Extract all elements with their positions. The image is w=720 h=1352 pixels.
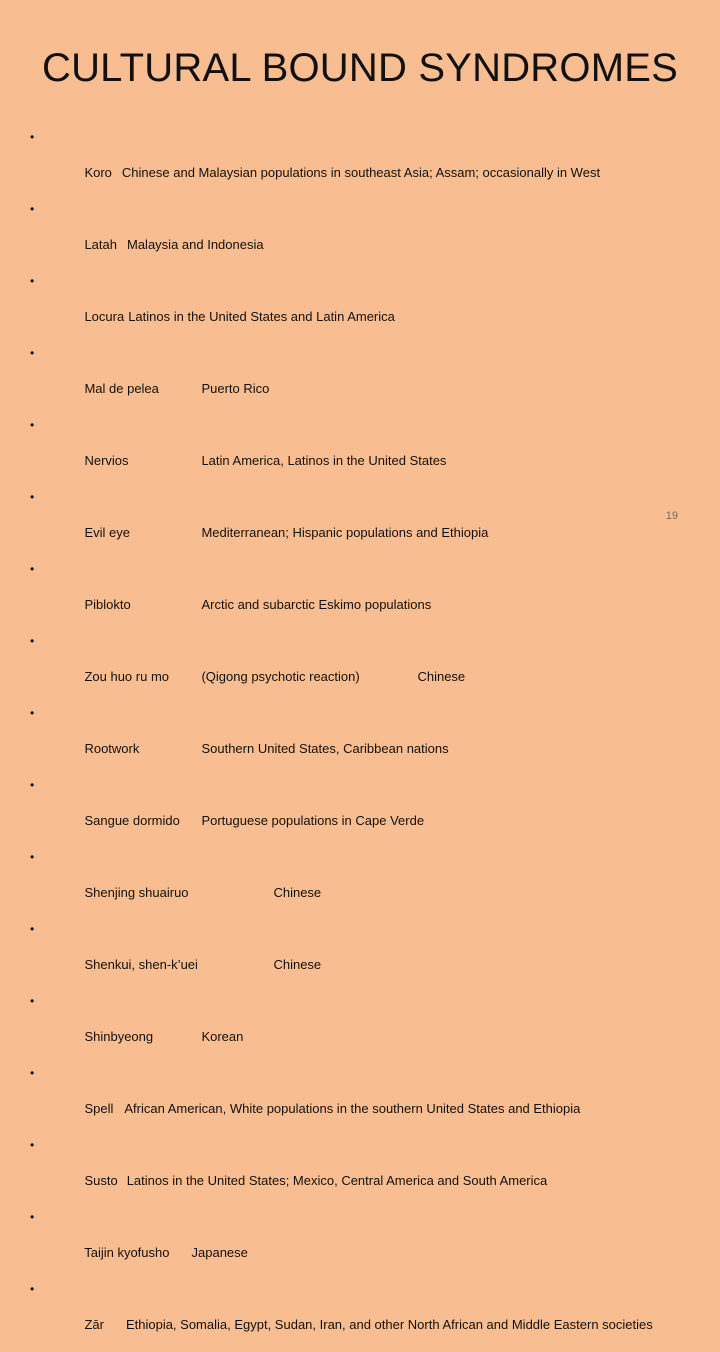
syndrome-region: Korean	[201, 1029, 244, 1044]
list-item	[30, 776, 680, 848]
syndrome-region: Southern United States, Caribbean nations	[201, 741, 449, 756]
syndrome-region: African American, White populations in the southern United States and Ethiopia	[124, 1101, 581, 1116]
syndrome-region: Portuguese populations in Cape Verde	[201, 813, 425, 828]
bullet-icon: •	[30, 634, 35, 648]
list-item	[30, 1136, 680, 1208]
bullet-icon: •	[30, 706, 35, 720]
syndrome-region: Latinos in the United States; Mexico, Central America and South America	[126, 1173, 548, 1188]
syndrome-term: Latah	[84, 237, 117, 252]
syndrome-region: Puerto Rico	[201, 381, 270, 396]
syndrome-extra: Chinese	[417, 669, 466, 684]
bullet-icon: •	[30, 346, 35, 360]
syndrome-region: Mediterranean; Hispanic populations and Ethiopia	[201, 525, 489, 540]
list-item	[30, 632, 680, 704]
syndrome-term: Shenkui, shen-k’uei	[84, 957, 198, 972]
page-number: 19	[665, 510, 678, 522]
bullet-icon: •	[30, 202, 35, 216]
syndrome-term: Taijin kyofusho	[84, 1245, 170, 1260]
syndrome-region: Ethiopia, Somalia, Egypt, Sudan, Iran, and other North African and Middle Eastern societies	[125, 1317, 653, 1332]
syndrome-term: Zār	[84, 1317, 104, 1332]
syndrome-term: Shinbyeong	[84, 1029, 154, 1044]
syndrome-term: Zou huo ru mo	[84, 669, 169, 684]
bullet-icon: •	[30, 418, 35, 432]
bullet-icon: •	[30, 1282, 35, 1296]
list-item	[30, 488, 680, 560]
bullet-icon: •	[30, 850, 35, 864]
syndrome-region: Chinese	[273, 885, 322, 900]
list-item	[30, 920, 680, 992]
bullet-icon: •	[30, 1138, 35, 1152]
syndrome-region: Japanese	[191, 1245, 248, 1260]
syndrome-region: (Qigong psychotic reaction)	[201, 669, 360, 684]
slide-title: CULTURAL BOUND SYNDROMES	[42, 46, 678, 90]
bullet-icon: •	[30, 130, 35, 144]
syndrome-region: Chinese and Malaysian populations in southeast Asia; Assam; occasionally in West	[121, 165, 601, 180]
syndrome-region: Chinese	[273, 957, 322, 972]
list-item	[30, 992, 680, 1064]
syndrome-term: Shenjing shuairuo	[84, 885, 189, 900]
syndrome-term: Evil eye	[84, 525, 130, 540]
list-item	[30, 1208, 680, 1280]
list-item	[30, 704, 680, 776]
list-item	[30, 128, 680, 200]
list-item	[30, 344, 680, 416]
bullet-icon: •	[30, 562, 35, 576]
syndrome-term: Nervios	[84, 453, 129, 468]
bullet-icon: •	[30, 274, 35, 288]
syndrome-term: Rootwork	[84, 741, 140, 756]
syndrome-list	[30, 128, 680, 1352]
bullet-icon: •	[30, 994, 35, 1008]
syndrome-term: Spell	[84, 1101, 114, 1116]
bullet-icon: •	[30, 922, 35, 936]
list-item	[30, 1064, 680, 1136]
syndrome-term: Locura	[84, 309, 125, 324]
list-item	[30, 848, 680, 920]
list-item	[30, 416, 680, 488]
list-item	[30, 272, 680, 344]
syndrome-region: Malaysia and Indonesia	[127, 237, 264, 252]
syndrome-term: Mal de pelea	[84, 381, 159, 396]
syndrome-region: Latin America, Latinos in the United States	[201, 453, 447, 468]
syndrome-term: Susto	[84, 1173, 118, 1188]
list-item	[30, 1280, 680, 1352]
list-item	[30, 560, 680, 632]
syndrome-region: Latinos in the United States and Latin America	[128, 309, 395, 324]
bullet-icon: •	[30, 1210, 35, 1224]
bullet-icon: •	[30, 778, 35, 792]
syndrome-region: Arctic and subarctic Eskimo populations	[201, 597, 432, 612]
syndrome-term: Piblokto	[84, 597, 131, 612]
syndrome-term: Sangue dormido	[84, 813, 180, 828]
syndrome-term: Koro	[84, 165, 112, 180]
bullet-icon: •	[30, 1066, 35, 1080]
bullet-icon: •	[30, 490, 35, 504]
list-item	[30, 200, 680, 272]
